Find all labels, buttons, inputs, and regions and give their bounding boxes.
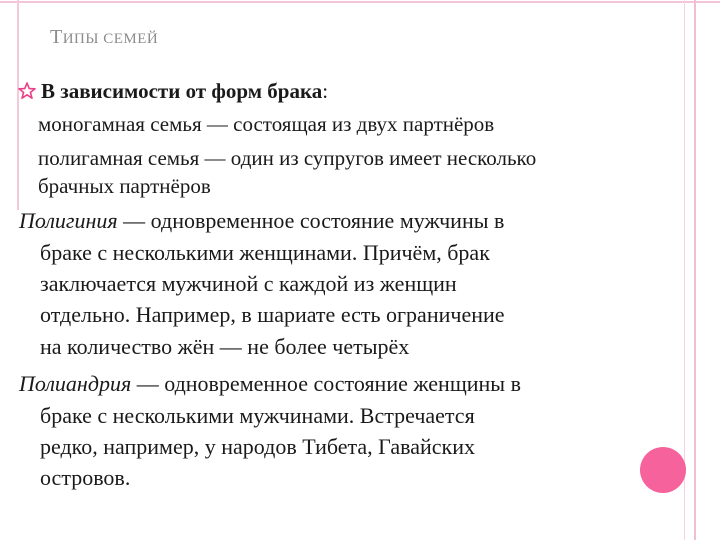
- monogamy-line: моногамная семья — состоящая из двух партнёров: [38, 112, 495, 136]
- polygyny-line-3: заключается мужчиной с каждой из женщин: [40, 271, 457, 296]
- polygyny-line-4: отдельно. Например, в шариате есть ограничение: [40, 302, 505, 327]
- polygyny-definition-start: — одновременное состояние мужчины в: [117, 208, 505, 233]
- polygyny-term: Полигиния: [19, 208, 118, 233]
- polygamy-line-1: полигамная семья — один из супругов имеет несколько: [38, 146, 537, 170]
- polyandry-line-4: островов.: [40, 465, 131, 490]
- right-inner-border-line: [684, 0, 685, 540]
- slide-title: [50, 26, 158, 49]
- forms-heading: [41, 79, 328, 104]
- pink-star-bullet-icon: [18, 82, 36, 100]
- left-divider-line: [17, 0, 19, 210]
- title-initial: Т: [50, 26, 63, 48]
- forms-heading-bold: В зависимости от форм брака: [41, 79, 323, 103]
- polyandry-line-2: браке с несколькими мужчинами. Встречается: [40, 403, 475, 428]
- right-outer-border-line: [694, 0, 696, 540]
- title-rest: ИПЫ СЕМЕЙ: [62, 31, 159, 47]
- polygamy-line-2: брачных партнёров: [38, 174, 211, 198]
- top-divider-line: [0, 1, 720, 3]
- polygyny-line-5: на количество жён — не более четырёх: [40, 334, 410, 359]
- forms-heading-colon: :: [322, 79, 329, 103]
- polyandry-definition-start: — одновременное состояние женщины в: [131, 371, 521, 396]
- polygyny-line-2: браке с несколькими женщинами. Причём, брак: [40, 240, 490, 265]
- polyandry-line-3: редко, например, у народов Тибета, Гавайских: [40, 434, 475, 459]
- polyandry-line-1: [19, 371, 521, 397]
- polyandry-term: Полиандрия: [19, 371, 132, 396]
- polygyny-line-1: [19, 208, 504, 234]
- pink-circle-decoration: [640, 447, 686, 493]
